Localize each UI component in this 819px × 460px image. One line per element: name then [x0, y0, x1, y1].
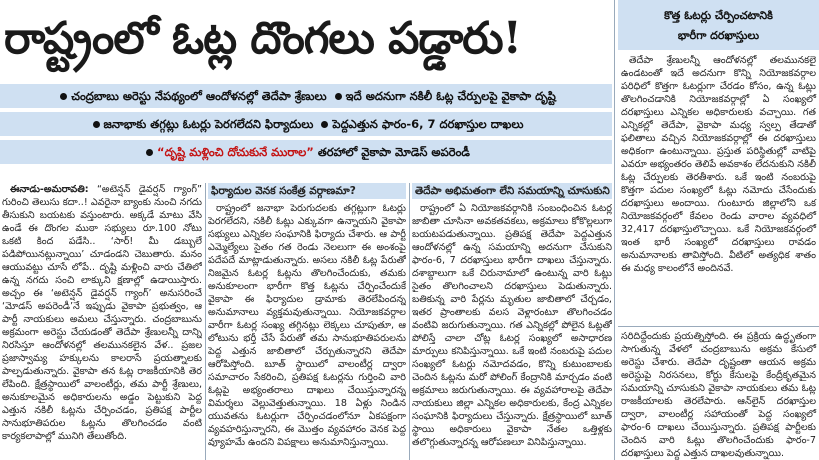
sidebar-bottom-text: సరిదిద్దేందుకు ప్రయత్నిస్తోంది. ఈ ప్రక్రియ ఉద్ధృతంగా సాగుతున్న వేళలో చంద్రబాబును అక్రమ కేసులో అరెస్టు చేశారు. తెదేపా దృష్టంతా ఆయన అక్రమ అరెస్టుపై నిరసనలు, కోర్టు కేసులపై కేంద్రీకృతమైన సమయాన్ని చూసుకుని వైకాపా నాయకులు తమ ఓట్ల రాజకీయాలకు తెరలేపారు. ఆన్‌లైన్ దరఖాస్తుల ద్వారా, వాలంటీర్ల సహాయంతో పెద్ద సంఖ్యలో ఫారం-6 దాఖలు చేయిస్తున్నారు. ప్రతిపక్ష పార్టీలకు చెందిన వారి ఓట్లు తొలగించేందుకు ఫారం-7 దరఖాస్తులు పెద్ద ఎత్తున దాఖలవుతున్నాయి.: [621, 331, 816, 459]
subheadline-1: [0, 84, 612, 108]
article-column-1: [2, 183, 202, 460]
bullet-icon: [146, 149, 153, 156]
subheadline-1-part-1: చంద్రబాబు అరెస్టు నేపథ్యంలో ఆందోళనల్లో తెదేపా శ్రేణులు: [71, 89, 327, 103]
headline: రాష్ట్రంలో ఓట్ల దొంగలు పడ్డారు!: [4, 13, 521, 64]
sidebar-body: [618, 50, 819, 320]
dateline: ఈనాడు-అమరావతి:: [10, 184, 89, 195]
column-divider: [409, 183, 410, 460]
subheadlines: [0, 84, 612, 168]
subheadline-3: [0, 140, 612, 164]
column-3-heading: తెదేపా అభిమతంగా లేని సమయాన్ని చూసుకుని: [412, 183, 612, 199]
bullet-icon: [321, 121, 328, 128]
subheadline-2-part-1: జనాభాకు తగ్గట్లు ఓటర్లు పెరగలేదని ఫిర్యాదులు: [103, 117, 314, 131]
column-2-heading: ఫిర్యాదుల వెనక సంకేత్ర వర్గాణమా?: [208, 183, 406, 199]
sidebar-heading: [618, 0, 819, 50]
column-2-text: రాష్ట్రంలో జనాభా పెరుగుదలకు తగ్గట్లుగా ఓటర్లు పెరగలేదని, నకిలీ ఓట్లు ఎక్కువగా ఉన్నాయని వైకాపా సభ్యులు ఎన్నికల సంఘానికి ఫిర్యాదు చేశారు. ఆ పార్టీ ఎమ్మెల్యేలు సైతం గత రెండు నెలలుగా ఈ అంశంపై పదేపదే మాట్లాడుతున్నారు. అసలు నకిలీ ఓట్ల పేరుతో నిజమైన ఓటర్ల ఓట్లను తొలగించేందుకు, తమకు అనుకూలంగా భారీగా కొత్త ఓట్లను చేర్పించేందుకే వైకాపా ఈ ఫిర్యాదుల డ్రామాకు తెరలేపిందన్న అనుమానాలు వ్యక్తమవుతున్నాయి. నియోజకవర్గాల వారీగా ఓటర్ల సంఖ్య తగ్గినట్లు లెక్కలు చూపుతూ, ఆ లోటును భర్తీ చేసే పేరుతో తమ సానుభూతిపరులను పెద్ద ఎత్తున జాబితాలో చేర్చుతున్నారని తెదేపా ఆరోపిస్తోంది. బూత్ స్థాయిలో వాలంటీర్ల ద్వారా సమాచారం సేకరించి, ప్రతిపక్ష ఓటర్లను గుర్తించి వారి ఓట్లపై అభ్యంతరాలు దాఖలు చేయిస్తున్నారన్న విమర్శలు వెల్లువెత్తుతున్నాయి. 18 ఏళ్లు నిండిన యువతను ఓటర్లుగా చేర్పించడంలోనూ ఏకపక్షంగా వ్యవహరిస్తున్నారని, ఈ మొత్తం వ్యవహారం వెనక పెద్ద వ్యూహమే ఉందని విపక్షాలు అనుమానిస్తున్నాయి.: [208, 203, 406, 448]
column-1-text: “అటెన్షన్ డైవర్షన్ గ్యాంగ్” గురించి తెలుసు కదా..! ఎవరైనా బ్యాంకు నుంచి నగదు తీసుకుని బయటకు వస్తుంటారు. అక్కడే మాటు వేసి ఉండే ఈ దొంగల ముఠా సభ్యులు రూ.100 నోటు ఒకటి కింద పడేసి.. ‘సార్! మీ డబ్బులే పడిపోయినట్లున్నాయి’ చూడండని చెబుతారు. మనం ఆయువట్టు చూసే లోపే.. దృష్టి మళ్లించి వారు చేతిలో ఉన్న నగదు సంచి లాక్కుని క్షణాల్లో ఉడాయిస్తారు. అచ్చం ఈ ‘అటెన్షన్ డైవర్షన్ గ్యాంగ్’ అనుసరించే ‘మోడస్ అపరెండీ’నే ఇప్పుడు వైకాపా ప్రభుత్వం, ఆ పార్టీ నాయకులు అమలు చేస్తున్నారు. చంద్రబాబును అక్రమంగా అరెస్టు చేయడంతో తెదేపా శ్రేణులన్నీ దాన్ని నిరసిస్తూ ఆందోళనల్లో తలమునకలైన వేళ.. ప్రజల ప్రజాస్వామ్య హక్కులను కాలరాసే ప్రయత్నాలకు పాల్పడుతున్నారు. వైకాపా తన ఓట్ల రాజకీయానికి తెర లేపింది. క్షేత్రస్థాయిలో వాలంటీర్లు, తమ పార్టీ శ్రేణులు, అనుకూలమైన అధికారులను అడ్డం పెట్టుకుని పెద్ద ఎత్తున నకిలీ ఓట్లను చేర్పించడం, ప్రతిపక్ష పార్టీల సానుభూతిపరుల ఓట్లను తొలగించడం వంటి కార్యకలాపాల్లో మునిగి తేలుతోంది.: [2, 184, 202, 442]
bullet-icon: [335, 93, 342, 100]
bullet-icon: [93, 121, 100, 128]
bullet-icon: [60, 93, 67, 100]
subheadline-3-rest: తరహాలో వైకాపా మోడెస్ అపరెండీ: [317, 145, 470, 159]
sidebar-body-text: తెదేపా శ్రేణులన్నీ ఆందోళనల్లో తలమునకలై ఉండటంతో ఇదే అదనుగా కొన్ని నియోజకవర్గాల పరిధిలో కొత్తగా ఓటర్లుగా చేరడం కోసం, ఉన్న ఓట్లు తొలగించడానికి నియోజకవర్గాల్లో ఏ సంఖ్యలో దరఖాస్తులు ఎన్నికల అధికారులకు వచ్చాయి. గత ఎన్నికల్లో తెదేపా, వైకాపా మధ్య స్వల్ప తేడాతో ఫలితాలు వచ్చిన నియోజకవర్గాల్లో ఈ దరఖాస్తులు అధికంగా ఉంటున్నాయి. ప్రస్తుత పరిస్థితుల్లో వాటిపై ఎవరూ అభ్యంతరం తెలిపే అవకాశం లేదనుకుని నకిలీ ఓట్ల చేర్పులకు తెరతీశారు. ఒకే ఇంటి నంబరుపై కొత్తగా పదుల సంఖ్యలో ఓట్లు నమోదు చేసేందుకు దరఖాస్తులు అందాయి. గుంటూరు జిల్లాలోని ఒక నియోజకవర్గంలో కేవలం రెండు వారాల వ్యవధిలో 32,417 దరఖాస్తులొచ్చాయి. ఒకే నియోజకవర్గంలో ఇంత భారీ సంఖ్యలో దరఖాస్తులు రావడం అనుమానాలకు తావిస్తోంది. వీటిలో అత్యధిక శాతం ఈ మధ్య కాలంలోనే అందినవే.: [621, 55, 816, 274]
sidebar-heading-line-1: కొత్త ఓటర్లు చేర్పించటానికి: [664, 9, 773, 22]
article-column-3: [412, 183, 612, 460]
subheadline-2-part-2: పెద్దఎత్తున ఫారం-6, 7 దరఖాస్తుల దాఖలు: [332, 117, 524, 131]
sidebar-bottom: [618, 330, 819, 460]
sidebar-separator: [618, 326, 819, 327]
article-column-2: [208, 183, 406, 460]
sidebar: [618, 0, 819, 460]
sidebar-divider: [614, 0, 615, 460]
column-3-text: రాష్ట్రంలో ఏ నియోజకవర్గానికి సంబంధించిన ఓటర్ల జాబితా చూసినా అవకతవకలు, అక్రమాలు కోకొల్లలుగా బయటపడుతున్నాయి. ప్రతిపక్ష తెదేపా పెద్దఎత్తున ఆందోళనల్లో ఉన్న సమయాన్ని అదనుగా చేసుకుని ఫారం-6, 7 దరఖాస్తులు భారీగా దాఖలు చేస్తున్నారు. దశాబ్దాలుగా ఒకే చిరునామాలో ఉంటున్న వారి ఓట్లు సైతం తొలగించాలని దరఖాస్తులు పెడుతున్నారు. బతికున్న వారి పేర్లను మృతుల జాబితాలో చేర్చడం, ఇతర ప్రాంతాలకు వలస వెళ్లారంటూ తొలగించడం వంటివి జరుగుతున్నాయి. గత ఎన్నికల్లో పోలైన ఓట్లతో పోలిస్తే చాలా చోట్ల ఓటర్ల సంఖ్యలో అసాధారణ మార్పులు కనిపిస్తున్నాయి. ఒకే ఇంటి నంబరుపై పదుల సంఖ్యలో ఓటర్లు నమోదవడం, కొన్ని కుటుంబాలకు చెందిన ఓట్లను మరో పోలింగ్ కేంద్రానికి మార్చడం వంటి అక్రమాలు జరుగుతున్నాయి. ఈ వ్యవహారాలపై తెదేపా నాయకులు జిల్లా ఎన్నికల అధికారులకు, కేంద్ర ఎన్నికల సంఘానికి ఫిర్యాదులు చేస్తున్నారు. క్షేత్రస్థాయిలో బూత్ స్థాయి అధికారులు వైకాపా నేతల ఒత్తిళ్లకు తలొగ్గుతున్నారన్న ఆరోపణలూ వినిపిస్తున్నాయి.: [412, 203, 612, 448]
column-divider: [205, 183, 206, 460]
subheadline-1-part-2: ఇదే అదనుగా నకిలీ ఓట్ల చేర్పులపై వైకాపా దృష్టి: [345, 89, 556, 103]
subheadline-3-quote: “దృష్టి మళ్లించి దోచుకునే మురాల”: [157, 145, 314, 159]
sidebar-heading-line-2: భారీగా దరఖాస్తులు: [677, 29, 760, 42]
article-columns: [0, 183, 612, 460]
subheadline-2: [0, 112, 612, 136]
